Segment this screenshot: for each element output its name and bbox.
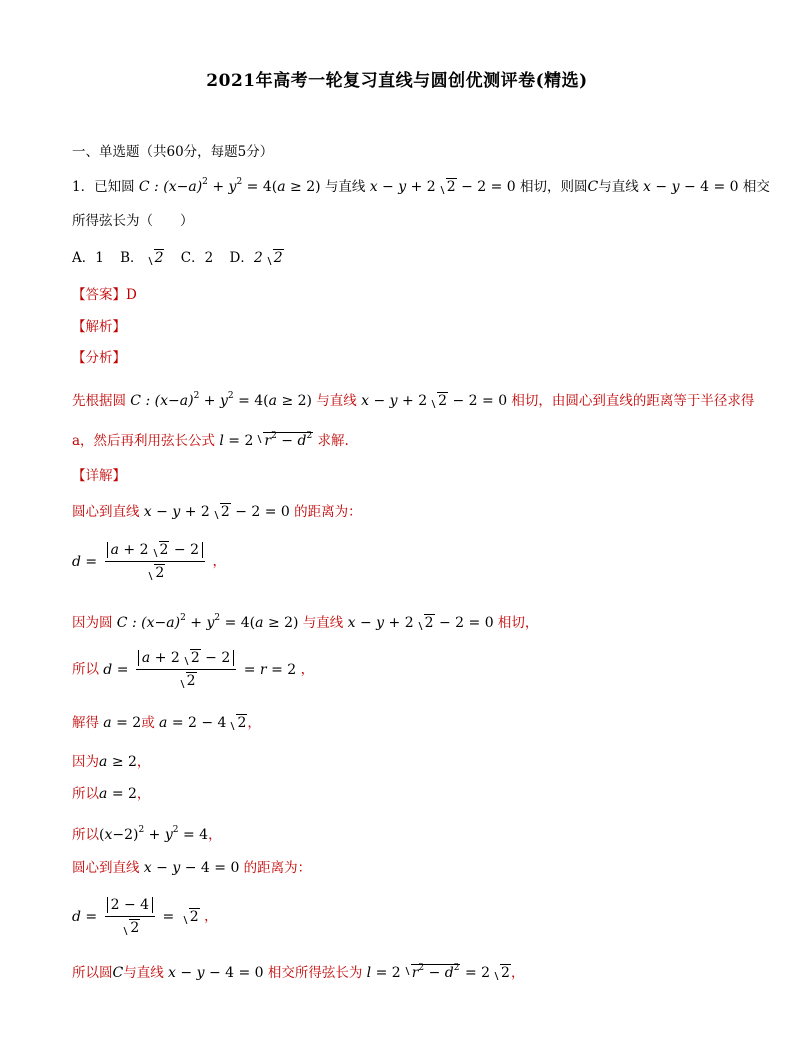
circle-equation: C : $(x-a)^2 + y^2 = 4(a \ge 2)$	[138, 177, 321, 195]
detail-line-7: 所以a = 2，	[72, 786, 151, 802]
option-c[interactable]: C．2	[180, 250, 214, 266]
detail-line-3: 因为圆 C : $(x-a)^2 + y^2 = 4(a \ge 2)$ 与直线 x − y + 2 2 − 2 = 0 相切，	[72, 613, 539, 631]
detail-line-1: 圆心到直线 x − y + 2 2 − 2 = 0 的距离为：	[72, 504, 362, 520]
fenxi-label: 【分析】	[72, 350, 126, 366]
question-1-line-2: 所得弦长为（ ）	[72, 213, 194, 229]
detail-line-6: 因为a ≥ 2，	[72, 754, 151, 770]
detail-line-8: 所以$(x-2)^2 + y^2 = 4$，	[72, 825, 222, 843]
document-title: 2021年高考一轮复习直线与圆创优测评卷(精选)	[206, 71, 588, 91]
answer-value: D	[126, 287, 137, 303]
detail-label: 【详解】	[72, 468, 126, 484]
chord-length-formula: l = 2 $r^2 - d^2$	[219, 433, 313, 449]
detail-line-9: 圆心到直线 x − y − 4 = 0 的距离为：	[72, 860, 312, 876]
question-text: 已知圆	[94, 179, 135, 195]
answer-line	[72, 285, 137, 305]
analysis-label: 【解析】	[72, 319, 126, 335]
detail-line-11: 所以圆C与直线 x − y − 4 = 0 相交所得弦长为 l = 2 $r^2 - d^2 = 2$ 2，	[72, 958, 524, 983]
detail-line-2: d = $\frac{a + 2 2 - 2}{2}$ ，	[72, 542, 226, 581]
fenxi-line-1: 先根据圆 C : $(x-a)^2 + y^2 = 4(a \ge 2)$ 与直线 x − y + 2 2 − 2 = 0 相切，由圆心到直线的距离等于半径求得	[72, 391, 755, 409]
question-number: 1．	[72, 179, 95, 195]
option-b[interactable]: B． 2	[120, 250, 164, 266]
section-heading: 一、单选题（共60分，每题5分）	[72, 144, 274, 160]
tangent-line-equation: x − y + 2 2 − 2 = 0	[369, 179, 516, 195]
fenxi-line-2: a，然后再利用弦长公式 l = 2 $r^2 - d^2$ 求解.	[72, 426, 349, 451]
detail-line-5: 解得 a = 2或 a = 2 − 4 2，	[72, 715, 261, 731]
detail-line-4: 所以 d = $\frac{a + 2 2 - 2}{2}$ = r = 2 ，	[72, 650, 315, 689]
secant-line-equation: x − y − 4 = 0	[643, 179, 739, 195]
options-row	[72, 248, 296, 268]
answer-label: 【答案】	[72, 287, 126, 303]
question-1-line-1: 1．已知圆 C : $(x-a)^2 + y^2 = 4(a \ge 2)$ 与直线 x − y + 2 2 − 2 = 0 相切，则圆C与直线 x − y − 4 = 0 相交	[72, 177, 770, 195]
option-a[interactable]: A．1	[72, 250, 104, 266]
detail-line-10: d = $\frac{2 - 4}{2}$ = 2 ，	[72, 897, 218, 936]
option-d[interactable]: D．2 2	[229, 250, 283, 266]
